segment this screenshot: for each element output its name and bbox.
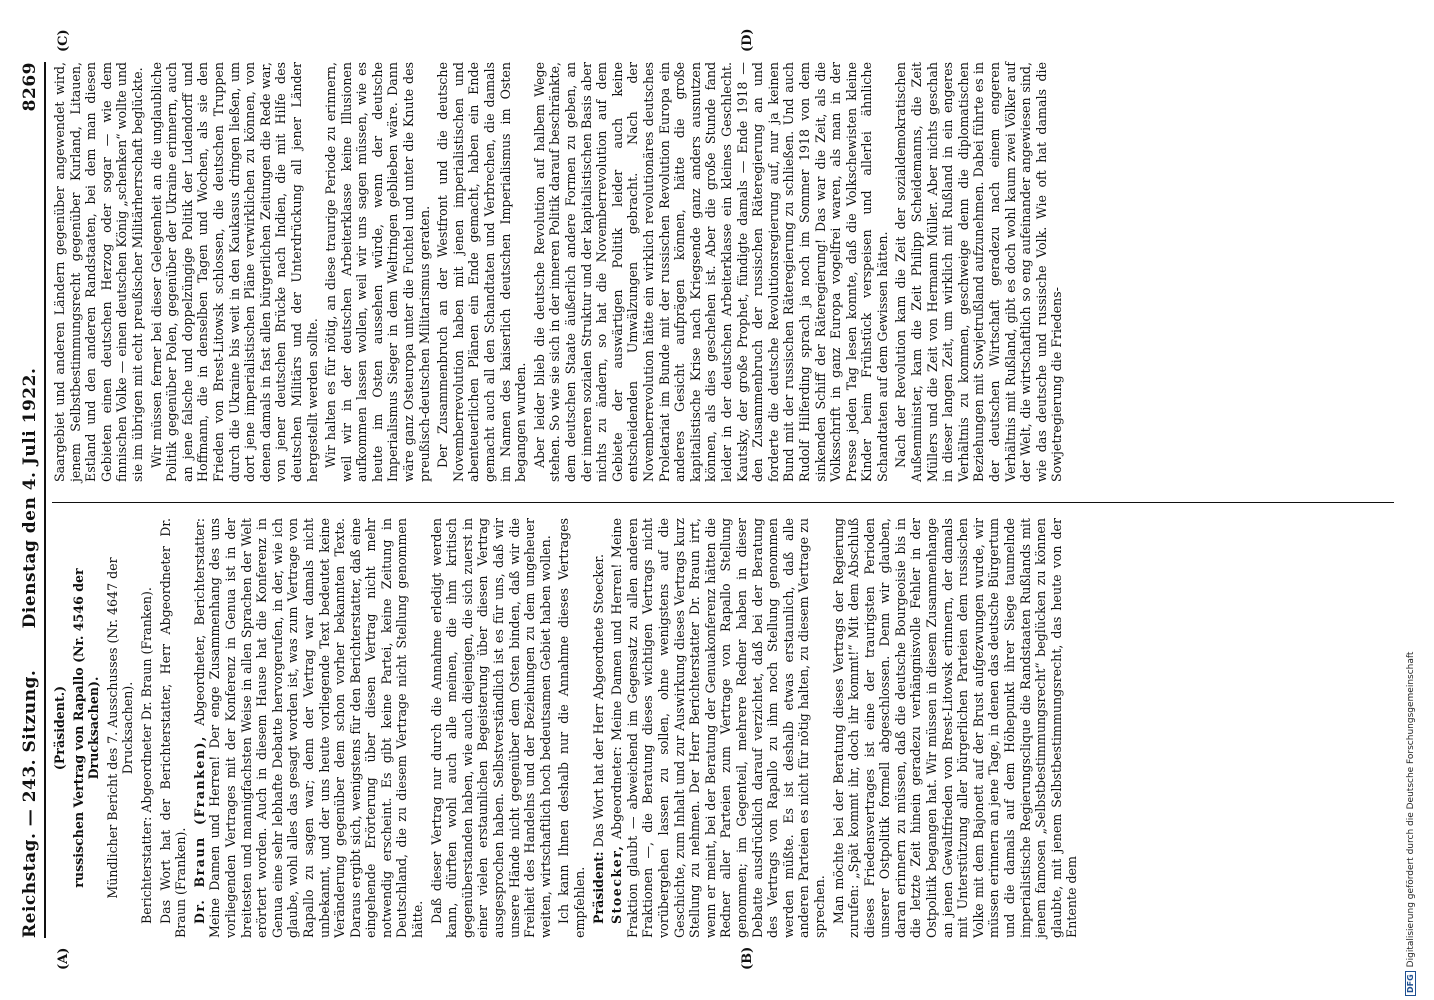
- agenda-item-title: russischen Vertrag von Rapallo (Nr. 4546 der Drucksachen).: [70, 568, 102, 888]
- paragraph: [192, 518, 426, 938]
- margin-marker-d: (D): [740, 28, 755, 52]
- credit-text: Digitalisierung gefördert durch die Deutsche Forschungsgemeinschaft: [1406, 651, 1416, 968]
- paragraph: Das Wort hat der Berichterstatter, Herr Abgeordneter Dr. Braun (Franken).: [157, 518, 189, 938]
- margin-marker-a: (A): [56, 947, 71, 970]
- paragraph: Wir müssen ferner bei dieser Gelegenheit an die unglaubliche Politik gegenüber Polen, gegenüber der Ukraine erinnern, auch an jene falsche und doppelzüngige Politik der Ludendorff und Hoffmann, die in denselben Tagen und Wochen, als sie den Frieden von Brest-Litowsk schlossen, die deutschen Truppen durch die Ukraine bis weit in den Kaukasus dringen ließen, um dort jene imperialistischen Pläne verwirklichen zu können, von denen damals in fast allen bürgerlichen Zeitungen die Rede war, von jener deutschen Brücke nach Indien, die mit Hilfe des deutschen Militärs und der Unterdrückung all jener Länder hergestellt werden sollte.: [148, 62, 320, 482]
- page-number: 8269: [20, 62, 40, 112]
- paragraph: Daß dieser Vertrag nur durch die Annahme erledigt werden kann, dürften wohl auch alle meinen, die ihm kritisch gegenüberstanden haben, wie auch diejenigen, die sich zuerst in einer vielen erstaunlichen Begeisterung über diesen Vertrag ausgesprochen haben. Selbstverständlich ist es für uns, daß wir unsere Hände nicht gegenüber dem Osten binden, daß wir die Freiheit des Handelns und der Beziehungen zu dem ungeheuer weiten, wirtschaftlich hoch bedeutsamen Gebiet haben wollen.: [428, 518, 553, 938]
- paragraph: Nach der Revolution kam die Zeit der sozialdemokratischen Außenminister, kam die Zeit Philipp Scheidemanns, die Zeit Müllers und die Zeit von Hermann Müller. Aber nichts geschah in dieser langen Zeit, um wirklich mit Rußland in ein engeres Verhältnis zu kommen, geschweige denn die diplomatischen Beziehungen mit Sowjetrußland aufzunehmen. Dabei führte es in der deutschen Wirtschaft geradezu nach einem engeren Verhältnis mit Rußland, gibt es doch wohl kaum zwei Völker auf der Welt, die wirtschaftlich so eng aufeinander angewiesen sind, wie das deutsche und russische Volk. Wie oft hat damals die Sowjetregierung die Friedens-: [893, 62, 1065, 482]
- margin-marker-b: (B): [740, 946, 755, 970]
- speaker-label: (Präsident.): [52, 685, 67, 771]
- right-column: [52, 62, 1394, 482]
- dfg-logo: DFG: [1405, 971, 1416, 996]
- paragraph: Ich kann Ihnen deshalb nur die Annahme dieses Vertrages empfehlen.: [556, 518, 587, 938]
- header-date: Dienstag den 4. Juli 1922.: [20, 367, 40, 629]
- speech-text: Das Wort hat der Herr Abgeordnete Stoecker.: [590, 553, 606, 848]
- paragraph: Der Zusammenbruch an der Westfront und die deutsche Novemberrevolution haben mit jenen imperialistischen und abenteuerlichen Plänen ein Ende gemacht, haben ein Ende gemacht auch all den Schandtaten und Verbrechen, die damals im Namen des kaiserlich deutschen Imperialismus im Osten begangen wurden.: [435, 62, 529, 482]
- paragraph: Aber leider blieb die deutsche Revolution auf halbem Wege stehen. So wie sie sich in der inneren Politik darauf beschränkte, dem deutschen Staate äußerlich andere Formen zu geben, an der inneren sozialen Struktur und der kapitalistischen Basis aber nichts zu ändern, so hat die Novemberrevolution auf dem Gebiete der auswärtigen Politik leider auch keine entscheidenden Umwälzungen gebracht. Nach der Novemberrevolution hätte ein wirklich revolutionäres deutsches Proletariat im Bunde mit der russischen Revolution Europa ein anderes Gesicht aufprägen können, hätte die große kapitalistische Krise nach Kriegsende ganz anders ausnutzen können, als dies geschehen ist. Aber die große Stunde fand leider in der deutschen Arbeiterklasse ein kleines Geschlecht. Kautsky, der große Prophet, fündigte damals — Ende 1918 — den Zusammenbruch der russischen Räteregierung an und forderte die deutsche Revolutionsregierung auf, nur ja keinen Bund mit der russischen Räteregierung zu schließen. Und auch Rudolf Hilferding sprach ja noch im Sommer 1918 von dem sinkenden Schiff der Räteregierung! Das war die Zeit, als die Volksschrift in ganz Europa vogelfrei waren, als man in der Presse jeden Tag lesen konnte, daß die Volkschewisten kleine Kinder beim Frühstück verspeisen und allerlei ähnliche Schandtaten auf dem Gewissen hätten.: [531, 62, 890, 482]
- margin-marker-c: (C): [56, 29, 71, 52]
- digitization-credit: [1405, 4, 1416, 996]
- paragraph: Wir halten es für nötig, an diese traurige Periode zu erinnern, weil wir in der deutschen Arbeiterklasse keine Illusionen aufkommen lassen wollen, weil wir uns sagen müssen, wie es heute im Osten aussehen würde, wenn der deutsche Imperialismus Sieger in dem Weltringen geblieben wäre. Dann wäre ganz Osteuropa unter die Fuchtel und unter die Knute des preußisch-deutschen Militarismus geraten.: [323, 62, 432, 482]
- header-left: Reichstag. — 243. Sitzung.: [20, 669, 40, 938]
- speaker-name: Präsident:: [590, 851, 606, 924]
- speech-text: Abgeordneter: Meine Damen und Herren! Meine Fraktion glaubt — abweichend im Gegensatz zu allen anderen Fraktionen —, die Beratung dieses wichtigen Vertrags nicht vorübergehen lassen zu sollen, ohne wenigstens auf die Geschichte, zum Inhalt und zur Auswirkung dieses Vertrags kurz Stellung zu nehmen. Der Herr Berichterstatter Dr. Braun irrt, wenn er meint, bei der Beratung der Genuakonferenz hätten die Redner aller Parteien zum Vertrage von Rapallo Stellung genommen; im Gegenteil, mehrere Redner haben in dieser Debatte ausdrücklich darauf verzichtet, daß bei der Beratung des Vertrags von Rapallo zu ihm noch Stellung genommen werden müßte. Es ist deshalb etwas erstaunlich, daß alle anderen Parteien es nicht für nötig halten, zu diesem Vertrage zu sprechen.: [609, 518, 827, 938]
- paragraph: [591, 518, 607, 938]
- column-divider: [52, 502, 1394, 503]
- page-header: [18, 62, 46, 938]
- paragraph: [609, 518, 827, 938]
- paragraph: Saargebiet und anderen Ländern gegenüber angewendet wird, jenem Selbstbestimmungsrecht gegenüber Kurland, Litauen, Estland und den anderen Randstaaten, bei dem man diesen Gebieten einen deutschen Herzog oder sogar — wie dem finnischen Volke — einen deutschen König „schenken“ wollte und sie im übrigen mit echt preußischer Militärherrschaft beglückte.: [52, 62, 145, 482]
- speech-text: Abgeordneter, Berichterstatter: Meine Damen und Herren! Der enge Zusammenhang des uns vorliegenden Vertrages mit der Konferenz in Genua ist in der breitesten und mannigfachsten Weise in allen Sprachen der Welt erörtert worden. Auch in diesem Hause hat die Konferenz in Genua eine sehr lebhafte Debatte hervorgerufen, in der, wie ich glaube, wohl alles das gesagt worden ist, was zum Vertrage von Rapallo zu sagen war; denn der Vertrag war damals nicht unbekannt, und der uns heute vorliegende Text bedeutet keine Veränderung gegenüber dem schon vorher bekannten Texte. Daraus ergibt sich, wenigstens für den Berichterstatter, daß eine eingehende Erörterung über diesen Vertrag nicht mehr notwendig erscheint. Es gibt keine Partei, keine Zeitung in Deutschland, die zu diesem Vertrage nicht Stellung genommen hätte.: [191, 518, 426, 938]
- agenda-item-subtitle: Mündlicher Bericht des 7. Ausschusses (Nr. 4647 der Drucksachen).: [104, 557, 136, 899]
- paragraph: Man möchte bei der Beratung dieses Vertrags der Regierung zurufen: „Spät kommt ihr, doch ihr kommt!“ Mit dem Abschluß dieses Friedensvertrages ist eine der traurigsten Perioden unserer Ostpolitik formell abgeschlossen. Denn wir glauben, daran erinnern zu müssen, daß die deutsche Bourgeoisie bis in die letzte Zeit hinein geradezu verhängnisvolle Fehler in der Ostpolitik begangen hat. Wir müssen in diesem Zusammenhange an jenen Gewaltfrieden von Brest-Litowsk erinnern, der damals mit Unterstützung aller bürgerlichen Parteien dem russischen Volke mit dem Bajonett auf der Brust aufgezwungen wurde, wir müssen erinnern an jene Tage, in denen das deutsche Bürgertum und die damals auf dem Höhepunkt ihrer Siege taumelnde imperialistische Regierungsclique die Randstaaten Rußlands mit jenem famosen „Selbstbestimmungsrecht“ beglücken zu können glaubte, mit jenem Selbstbestimmungsrecht, das heute von der Entente dem: [830, 518, 1080, 938]
- speaker-name: Stoecker,: [609, 844, 625, 924]
- speaker-name: Dr. Braun (Franken),: [191, 735, 207, 924]
- paragraph: Berichterstatter: Abgeordneter Dr. Braun (Franken).: [138, 587, 154, 924]
- left-column: [52, 518, 1394, 938]
